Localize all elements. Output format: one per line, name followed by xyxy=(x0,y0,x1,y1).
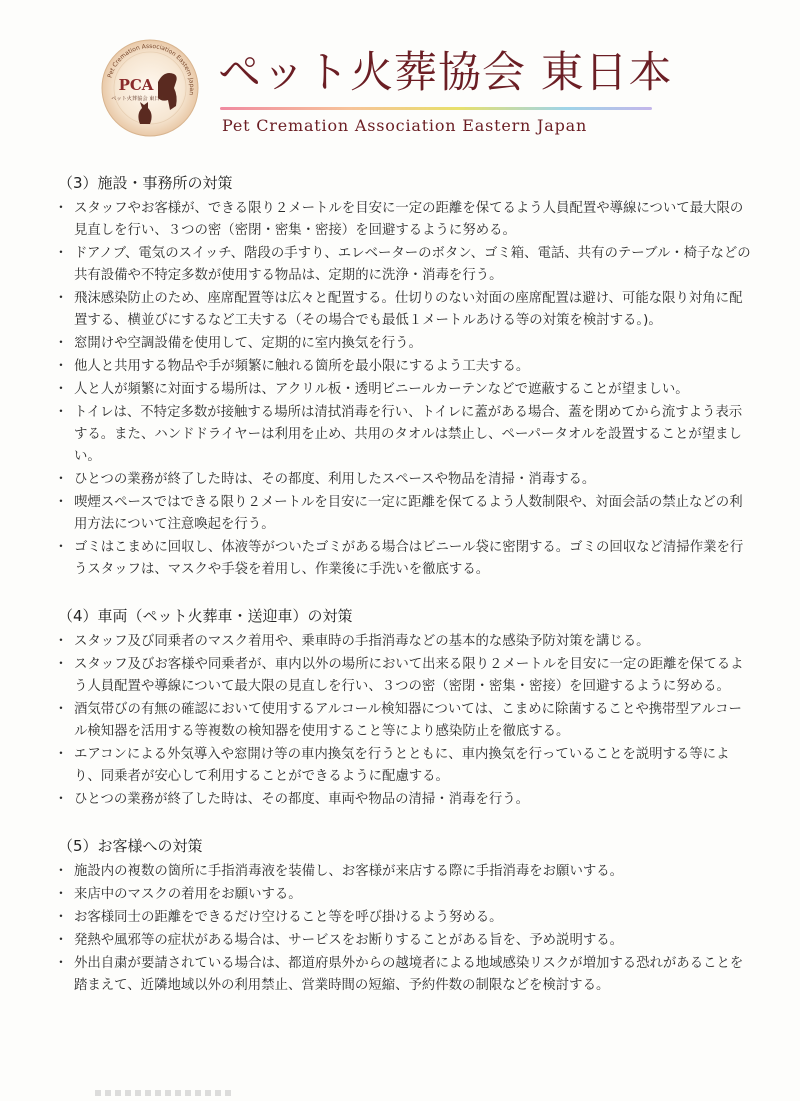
pca-logo-emblem xyxy=(100,38,200,138)
list-item-text: スタッフ及びお客様や同乗者が、車内以外の場所において出来る限り２メートルを目安に一定の距離を保てるよう人員配置や導線について最大限の見直しを行い、３つの密（密閉・密集・密接）を回避するように努める。 xyxy=(74,657,744,694)
list-item xyxy=(52,356,752,378)
logo-small-text: ペット火葬協会 東日本 xyxy=(111,96,165,102)
document-header xyxy=(100,38,700,148)
section-heading: （3）施設・事務所の対策 xyxy=(58,174,233,192)
bullet: ・ xyxy=(54,910,68,925)
bullet: ・ xyxy=(54,933,68,948)
bullet: ・ xyxy=(54,336,68,351)
bullet: ・ xyxy=(54,792,68,807)
section-items xyxy=(52,861,752,997)
section-items xyxy=(52,198,752,581)
list-item-text: 施設内の複数の箇所に手指消毒液を装備し、お客様が来店する際に手指消毒をお願いする。 xyxy=(74,864,624,879)
bullet: ・ xyxy=(54,747,68,762)
list-item-text: 窓開けや空調設備を使用して、定期的に室内換気を行う。 xyxy=(74,336,422,351)
list-item xyxy=(52,654,752,698)
list-item-text: ひとつの業務が終了した時は、その都度、車両や物品の清掃・消毒を行う。 xyxy=(74,792,530,807)
list-item-text: 人と人が頻繁に対面する場所は、アクリル板・透明ビニールカーテンなどで遮蔽することが望ましい。 xyxy=(74,382,689,397)
bullet: ・ xyxy=(54,495,68,510)
list-item xyxy=(52,744,752,788)
section-customers xyxy=(52,835,752,997)
list-item xyxy=(52,884,752,906)
brand-title: ペット火葬協会 東日本 xyxy=(218,48,673,98)
list-item-text: ドアノブ、電気のスイッチ、階段の手すり、エレベーターのボタン、ゴミ箱、電話、共有のテーブル・椅子などの共有設備や不特定多数が使用する物品は、定期的に洗浄・消毒を行う。 xyxy=(74,246,751,283)
bullet: ・ xyxy=(54,702,68,717)
list-item xyxy=(52,469,752,491)
list-item-text: お客様同士の距離をできるだけ空けること等を呼び掛けるよう努める。 xyxy=(74,910,503,925)
bullet: ・ xyxy=(54,405,68,420)
list-item-text: エアコンによる外気導入や窓開け等の車内換気を行うとともに、車内換気を行っていることを説明する等により、同乗者が安心して利用することができるように配慮する。 xyxy=(74,747,730,784)
bullet: ・ xyxy=(54,382,68,397)
list-item xyxy=(52,631,752,653)
list-item xyxy=(52,930,752,952)
section-items xyxy=(52,631,752,811)
list-item xyxy=(52,907,752,929)
list-item-text: ゴミはこまめに回収し、体液等がついたゴミがある場合はビニール袋に密閉する。ゴミの回収など清掃作業を行うスタッフは、マスクや手袋を着用し、作業後に手洗いを徹底する。 xyxy=(74,540,744,577)
list-item xyxy=(52,789,752,811)
list-item-text: トイレは、不特定多数が接触する場所は清拭消毒を行い、トイレに蓋がある場合、蓋を閉めてから流すよう表示する。また、ハンドドライヤーは利用を止め、共用のタオルは禁止し、ペーパータオルを設置することが望ましい。 xyxy=(74,405,743,464)
list-item xyxy=(52,379,752,401)
scan-artifact-footer xyxy=(95,1090,235,1096)
bullet: ・ xyxy=(54,657,68,672)
list-item-text: 外出自粛が要請されている場合は、都道府県外からの越境者による地域感染リスクが増加する恐れがあることを踏まえて、近隣地域以外の利用禁止、営業時間の短縮、予約件数の制限などを検討する。 xyxy=(74,956,744,993)
list-item xyxy=(52,953,752,997)
section-vehicle xyxy=(52,605,752,811)
list-item-text: 酒気帯びの有無の確認において使用するアルコール検知器については、こまめに除菌することや携帯型アルコール検知器を活用する等複数の検知器を使用すること等により感染防止を徹底する。 xyxy=(74,702,742,739)
list-item xyxy=(52,402,752,468)
bullet: ・ xyxy=(54,540,68,555)
section-facility xyxy=(52,172,752,581)
bullet: ・ xyxy=(54,634,68,649)
brand-subtitle: Pet Cremation Association Eastern Japan xyxy=(222,116,588,135)
section-heading: （5）お客様への対策 xyxy=(58,837,203,855)
pca-logo xyxy=(100,38,200,138)
list-item xyxy=(52,492,752,536)
list-item-text: 喫煙スペースではできる限り２メートルを目安に一定に距離を保てるよう人数制限や、対面会話の禁止などの利用方法について注意喚起を行う。 xyxy=(74,495,743,532)
list-item-text: ひとつの業務が終了した時は、その都度、利用したスペースや物品を清掃・消毒する。 xyxy=(74,472,596,487)
logo-ring-text: Pet Cremation Association Eastern Japan xyxy=(106,42,196,96)
document-body xyxy=(52,172,752,1021)
list-item xyxy=(52,198,752,242)
list-item-text: スタッフ及び同乗者のマスク着用や、乗車時の手指消毒などの基本的な感染予防対策を講じる。 xyxy=(74,634,650,649)
list-item xyxy=(52,537,752,581)
list-item-text: 来店中のマスクの着用をお願いする。 xyxy=(74,887,302,902)
bullet: ・ xyxy=(54,291,68,306)
list-item xyxy=(52,243,752,287)
list-item xyxy=(52,288,752,332)
list-item-text: 発熱や風邪等の症状がある場合は、サービスをお断りすることがある旨を、予め説明する。 xyxy=(74,933,624,948)
section-heading: （4）車両（ペット火葬車・送迎車）の対策 xyxy=(58,607,353,625)
bullet: ・ xyxy=(54,359,68,374)
bullet: ・ xyxy=(54,956,68,971)
list-item xyxy=(52,333,752,355)
brand-gradient-rule xyxy=(220,107,652,110)
list-item-text: 飛沫感染防止のため、座席配置等は広々と配置する。仕切りのない対面の座席配置は避け、可能な限り対角に配置する、横並びにするなど工夫する（その場合でも最低１メートルあける等の対策を検討する。)。 xyxy=(74,291,743,328)
bullet: ・ xyxy=(54,887,68,902)
bullet: ・ xyxy=(54,246,68,261)
logo-initials: PCA xyxy=(118,76,154,94)
bullet: ・ xyxy=(54,472,68,487)
bullet: ・ xyxy=(54,864,68,879)
list-item xyxy=(52,861,752,883)
list-item xyxy=(52,699,752,743)
list-item-text: スタッフやお客様が、できる限り２メートルを目安に一定の距離を保てるよう人員配置や導線について最大限の見直しを行い、３つの密（密閉・密集・密接）を回避するように努める。 xyxy=(74,201,744,238)
bullet: ・ xyxy=(54,201,68,216)
list-item-text: 他人と共用する物品や手が頻繁に触れる箇所を最小限にするよう工夫する。 xyxy=(74,359,530,374)
